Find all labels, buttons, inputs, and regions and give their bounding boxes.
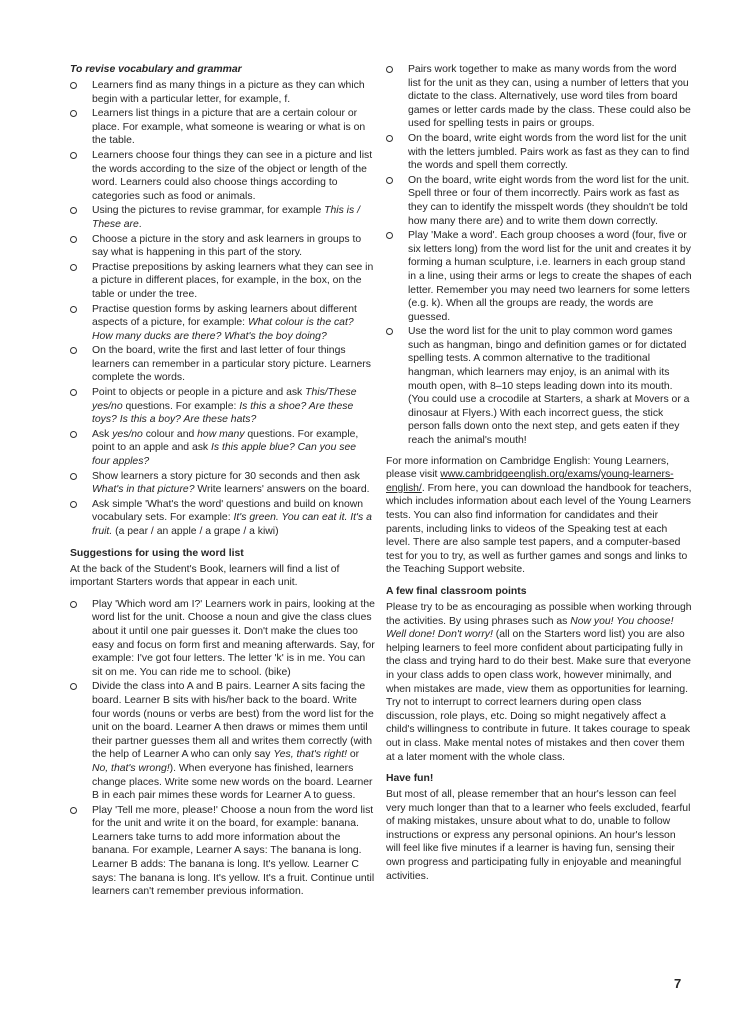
bullet-item xyxy=(70,303,375,344)
item-text: Play 'Tell me more, please!' Choose a noun from the word list for the unit and write it on the board, for example: banana. Learners take turns to add more information about the banana. For example, Learner A says: The banana is long. Learner B adds: The banana is long. It's yellow. Learner C says: The banana is long. It's yellow. It's a fruit. Continue until learners can't remember previous information. xyxy=(92,804,375,898)
item-text: Show learners a story picture for 30 seconds and then ask xyxy=(92,470,360,482)
heading-revise: To revise vocabulary and grammar xyxy=(70,64,242,75)
circle-bullet-icon xyxy=(70,601,77,608)
item-text: Use the word list for the unit to play common word games such as hangman, bingo and definition games or for dictated spelling tests. A common alternative to the traditional hangman, which learners may enjoy, is an animal with its mouth open, with 8–10 steps leading down into its mouth. (You could use a crocodile at Starters, a shark at Movers or a dinosaur at Flyers.) With each incorrect guess, the stick person falls down onto the next step, and gets eaten if they reach the animal's mouth! xyxy=(408,326,690,447)
bullet-item xyxy=(70,804,375,899)
item-text: Write learners' answers on the board. xyxy=(194,484,370,496)
item-text: Learners choose four things they can see in a picture and list the words according to the size of the object or length of the word. Learners could also choose things according to categories such as food or animals. xyxy=(92,149,373,202)
item-text: This/These yes/no xyxy=(92,387,357,412)
item-text: how many xyxy=(197,428,245,440)
circle-bullet-icon xyxy=(70,152,77,159)
bullet-item xyxy=(70,386,375,427)
page-number: 7 xyxy=(674,976,682,991)
item-text: Learners find as many things in a picture as they can which begin with a particular letter, for example, f. xyxy=(92,80,365,105)
item-text: On the board, write the first and last letter of four things learners can remember in a particular story picture. Learners complete the words. xyxy=(92,345,371,384)
circle-bullet-icon xyxy=(386,232,393,239)
bullet-item xyxy=(70,598,375,680)
circle-bullet-icon xyxy=(70,207,77,214)
item-text: Practise question forms by asking learners about different aspects of a picture, for example: xyxy=(92,303,357,329)
item-text: No, that's wrong! xyxy=(92,762,170,774)
item-text: Yes, that's right! xyxy=(273,749,347,761)
bullet-item xyxy=(70,344,375,385)
final-paragraph xyxy=(386,601,692,764)
bullet-item xyxy=(70,261,375,302)
circle-bullet-icon xyxy=(70,807,77,814)
info-pre: For more information on Cambridge English: Young Learners, please visit xyxy=(386,455,670,481)
item-text: Is this apple blue? Can you see four apples? xyxy=(92,442,357,468)
item-text: It's green. You can eat it. It's a fruit. xyxy=(92,512,372,537)
circle-bullet-icon xyxy=(70,236,77,243)
final-pre: Please try to be as encouraging as possible when working through the activities. By using phrases such as xyxy=(386,601,692,627)
item-text: (a pear / an apple / a grape / a kiwi) xyxy=(112,526,279,537)
info-paragraph xyxy=(386,455,692,577)
suggestion-list xyxy=(70,598,375,899)
item-text: Pairs work together to make as many words from the word list for the unit as they can, using a number of letters that you dictate to the class. Alternatively, use word tiles from board games or letter cards made by the class. These could also be used for spelling tests in pairs or groups. xyxy=(408,64,691,130)
revise-list xyxy=(70,79,375,539)
item-text: On the board, write eight words from the word list for the unit with the letters jumbled. Pairs work as fast as they can to find the words and spell them correctly. xyxy=(408,132,690,172)
item-text: Is this a shoe? Are these toys? Is this a boy? Are these hats? xyxy=(92,400,354,426)
item-text: ). When everyone has finished, learners change places. Write some new words on the board. Learner B in each pair mimes these words for Learner A to guess. xyxy=(92,762,373,802)
circle-bullet-icon xyxy=(386,66,393,73)
bullet-item xyxy=(386,63,692,131)
circle-bullet-icon xyxy=(386,328,393,335)
item-text: . xyxy=(138,218,142,230)
bullet-item xyxy=(70,233,375,260)
item-text: On the board, write eight words from the word list for the unit. Spell three or four of them incorrectly. Pairs work as fast as they can to identify the misspelt words (they shouldn't be told how many there are) and to write them down correctly. xyxy=(408,174,690,227)
fun-paragraph: But most of all, please remember that an hour's lesson can feel very much longer than that to a learner who feels excluded, fearful of making mistakes, unsure about what to do, unable to follow instructions or express any personal opinions. An hour's lesson will feel like five minutes if a learner is having fun, sensing their own progress and participating fully in enjoyable and meaningful activities. xyxy=(386,789,691,882)
circle-bullet-icon xyxy=(70,431,77,438)
item-text: Using the pictures to revise grammar, for example xyxy=(92,205,325,217)
final-em: Now you! You choose! Well done! Don't worry! xyxy=(386,615,674,641)
item-text: Divide the class into A and B pairs. Learner A sits facing the board. Learner B sits with his/her back to the board. Write four words (nouns or verbs are best) from the word list for the unit on the board. Learner A then draws or mimes them until their partner guesses them all and writes them correctly (with the help of Learner A who can only say xyxy=(92,681,374,761)
item-text: Play 'Make a word'. Each group chooses a word (four, five or six letters long) from the word list for the unit and creates it by forming a human sculpture, i.e. learners in each group stand in a line, using their arms or legs to create the shapes of each letter. Remember you may need two learners for some letters (e.g. k). When all the groups are ready, the words are guessed. xyxy=(408,230,692,323)
bullet-item xyxy=(70,149,375,203)
item-text: Ask simple 'What's the word' questions and build on known vocabulary sets. For example: xyxy=(92,498,364,524)
final-post: (all on the Starters word list) you are also helping learners to feel more confident about participating fully in the class and trying hard to do their best. Make sure that everyone in your class adds to open class work, however minimally, and when mistakes are made, view them as opportunities for learning. Try not to interrupt to correct learners during open class discussion, role plays, etc. Doing so might negatively affect a child's willingness to contribute in future. It takes courage to speak out in class. Make mental notes of mistakes and then cover them at a later moment with the whole class. xyxy=(386,629,691,763)
item-text: questions. For example, point to an apple and ask xyxy=(92,428,359,454)
bullet-item xyxy=(70,498,375,539)
item-text: Learners list things in a picture that are a certain colour or place. For example, what someone is wearing or what is on the table. xyxy=(92,108,366,147)
bullet-item xyxy=(70,470,375,497)
circle-bullet-icon xyxy=(70,501,77,508)
circle-bullet-icon xyxy=(386,177,393,184)
left-column xyxy=(70,63,375,900)
right-column xyxy=(386,63,692,883)
item-text: Ask xyxy=(92,428,113,440)
bullet-item xyxy=(70,428,375,469)
bullet-item xyxy=(386,229,692,324)
circle-bullet-icon xyxy=(70,389,77,396)
item-text: or xyxy=(347,749,360,761)
item-text: What's in that picture? xyxy=(92,484,195,496)
item-text: Point to objects or people in a picture and ask xyxy=(92,387,306,399)
bullet-item xyxy=(70,204,375,231)
item-text: Practise prepositions by asking learners what they can see in a picture in different places, for example, in the box, on the table or under the tree. xyxy=(92,261,374,300)
circle-bullet-icon xyxy=(70,264,77,271)
bullet-item xyxy=(386,174,692,228)
bullet-item xyxy=(70,79,375,106)
info-post: . From here, you can download the handbook for teachers, which includes information about each level of the Young Learners tests. You can also find information for candidates and their parents, including links to videos of the Speaking test at each level. There are also sample test papers, and a computer-based test for you to try, as well as further games and songs and links to the Teaching Support website. xyxy=(386,482,692,576)
circle-bullet-icon xyxy=(386,135,393,142)
circle-bullet-icon xyxy=(70,82,77,89)
heading-fun: Have fun! xyxy=(386,773,434,785)
bullet-item xyxy=(386,132,692,173)
item-text: questions. For example: xyxy=(122,400,240,412)
circle-bullet-icon xyxy=(70,347,77,354)
item-text: Play 'Which word am I?' Learners work in pairs, looking at the word list for the unit. Choose a noun and give the class clues about it until one pair guesses it. Don't make the clues too easy and focus on form first and meaning afterwards. Say, for example: I've got four letters. The letter 'k' is in me. You can sit on me. You can ride me to school. (bike) xyxy=(92,598,375,678)
circle-bullet-icon xyxy=(70,683,77,690)
bullet-item xyxy=(70,107,375,148)
circle-bullet-icon xyxy=(70,473,77,480)
circle-bullet-icon xyxy=(70,306,77,313)
item-text: colour and xyxy=(142,428,198,440)
item-text: What colour is the cat? How many ducks are there? What's the boy doing? xyxy=(92,317,354,342)
bullet-item xyxy=(70,680,375,802)
circle-bullet-icon xyxy=(70,110,77,117)
item-text: yes/no xyxy=(112,428,143,440)
suggestions-intro: At the back of the Student's Book, learners will find a list of important Starters words that appear in each unit. xyxy=(70,563,340,589)
bullet-item xyxy=(386,325,692,447)
cambridge-link[interactable]: www.cambridgeenglish.org/exams/young-learners-english/ xyxy=(386,469,674,494)
item-text: Choose a picture in the story and ask learners in groups to say what is happening in this part of the story. xyxy=(92,233,362,259)
item-text: This is / These are xyxy=(92,205,360,230)
heading-suggestions: Suggestions for using the word list xyxy=(70,547,244,559)
word-activity-list xyxy=(386,63,692,448)
heading-final: A few final classroom points xyxy=(386,585,527,597)
